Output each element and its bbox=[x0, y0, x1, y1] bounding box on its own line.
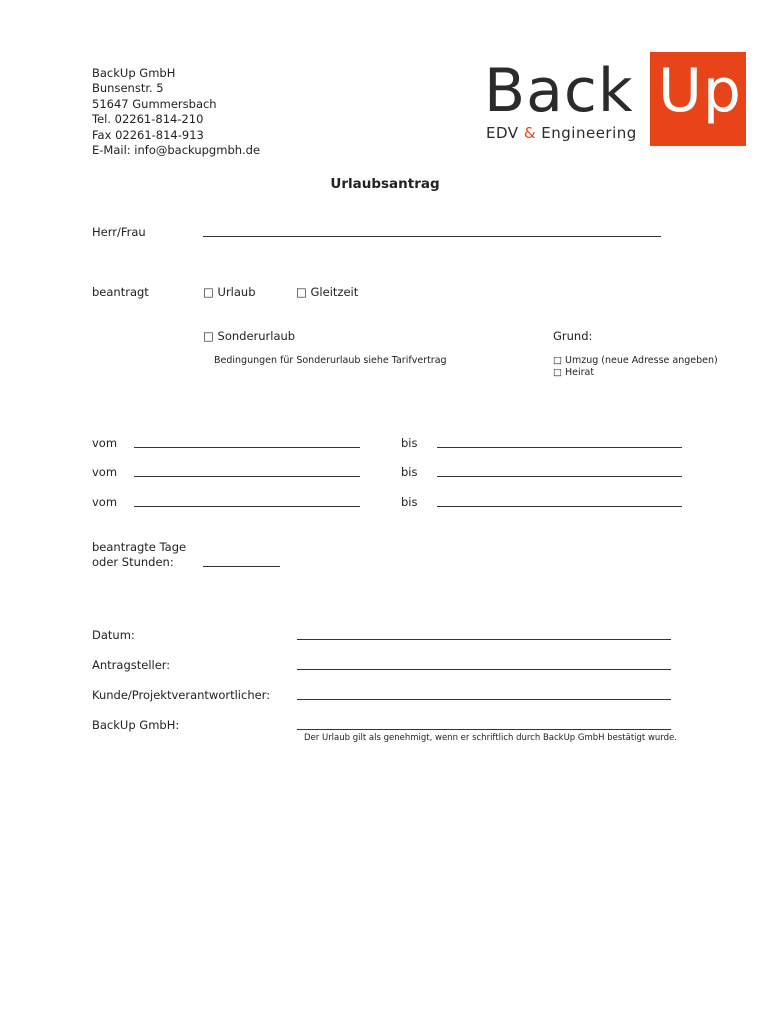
kunde-field[interactable] bbox=[297, 699, 671, 700]
backup-logo bbox=[484, 52, 746, 146]
company-address bbox=[92, 66, 260, 158]
bis-field-3[interactable] bbox=[437, 506, 682, 507]
gleitzeit-checkbox[interactable]: □ Gleitzeit bbox=[296, 285, 359, 299]
tage-field[interactable] bbox=[203, 566, 280, 567]
datum-field[interactable] bbox=[297, 639, 671, 640]
bis-field-2[interactable] bbox=[437, 476, 682, 477]
company-tel: Tel. 02261-814-210 bbox=[92, 112, 204, 127]
sonderurlaub-note: Bedingungen für Sonderurlaub siehe Tarifvertrag bbox=[214, 355, 447, 366]
vom-field-3[interactable] bbox=[134, 506, 360, 507]
herr-frau-field[interactable] bbox=[203, 236, 661, 237]
datum-label: Datum: bbox=[92, 628, 135, 642]
company-fax: Fax 02261-814-913 bbox=[92, 127, 204, 142]
vom-label-3: vom bbox=[92, 495, 118, 509]
backup-field[interactable] bbox=[297, 729, 671, 730]
grund-option-umzug[interactable]: □ Umzug (neue Adresse angeben) bbox=[553, 355, 718, 366]
company-street: Bunsenstr. 5 bbox=[92, 81, 164, 96]
vom-label-1: vom bbox=[92, 436, 118, 450]
antragsteller-label: Antragsteller: bbox=[92, 658, 171, 672]
logo-word-back: Back bbox=[484, 56, 634, 126]
tage-label bbox=[92, 540, 186, 570]
tagline-amp: & bbox=[523, 124, 537, 142]
bis-label-2: bis bbox=[401, 465, 418, 479]
vom-field-2[interactable] bbox=[134, 476, 360, 477]
bis-label-3: bis bbox=[401, 495, 418, 509]
grund-label: Grund: bbox=[553, 329, 593, 343]
bis-field-1[interactable] bbox=[437, 447, 682, 448]
grund-option-heirat[interactable]: □ Heirat bbox=[553, 367, 595, 378]
company-email: E-Mail: info@backupgmbh.de bbox=[92, 143, 261, 158]
logo-word-up: Up bbox=[658, 56, 743, 126]
urlaub-checkbox[interactable]: □ Urlaub bbox=[203, 285, 256, 299]
tagline-engineering: Engineering bbox=[541, 124, 637, 142]
bis-label-1: bis bbox=[401, 436, 418, 450]
tage-label-line1: beantragte Tage bbox=[92, 540, 187, 554]
antragsteller-field[interactable] bbox=[297, 669, 671, 670]
company-name: BackUp GmbH bbox=[92, 66, 176, 80]
approval-note: Der Urlaub gilt als genehmigt, wenn er schriftlich durch BackUp GmbH bestätigt wurde. bbox=[304, 733, 677, 743]
company-city: 51647 Gummersbach bbox=[92, 96, 217, 111]
vom-field-1[interactable] bbox=[134, 447, 360, 448]
vom-label-2: vom bbox=[92, 465, 118, 479]
tage-label-line2: oder Stunden: bbox=[92, 555, 174, 569]
herr-frau-label: Herr/Frau bbox=[92, 225, 146, 239]
kunde-label: Kunde/Projektverantwortlicher: bbox=[92, 688, 271, 702]
backup-label: BackUp GmbH: bbox=[92, 718, 180, 732]
beantragt-label: beantragt bbox=[92, 285, 149, 299]
tagline-edv: EDV bbox=[486, 124, 519, 142]
logo-tagline bbox=[486, 124, 637, 142]
sonderurlaub-checkbox[interactable]: □ Sonderurlaub bbox=[203, 329, 296, 343]
form-title: Urlaubsantrag bbox=[330, 176, 440, 192]
